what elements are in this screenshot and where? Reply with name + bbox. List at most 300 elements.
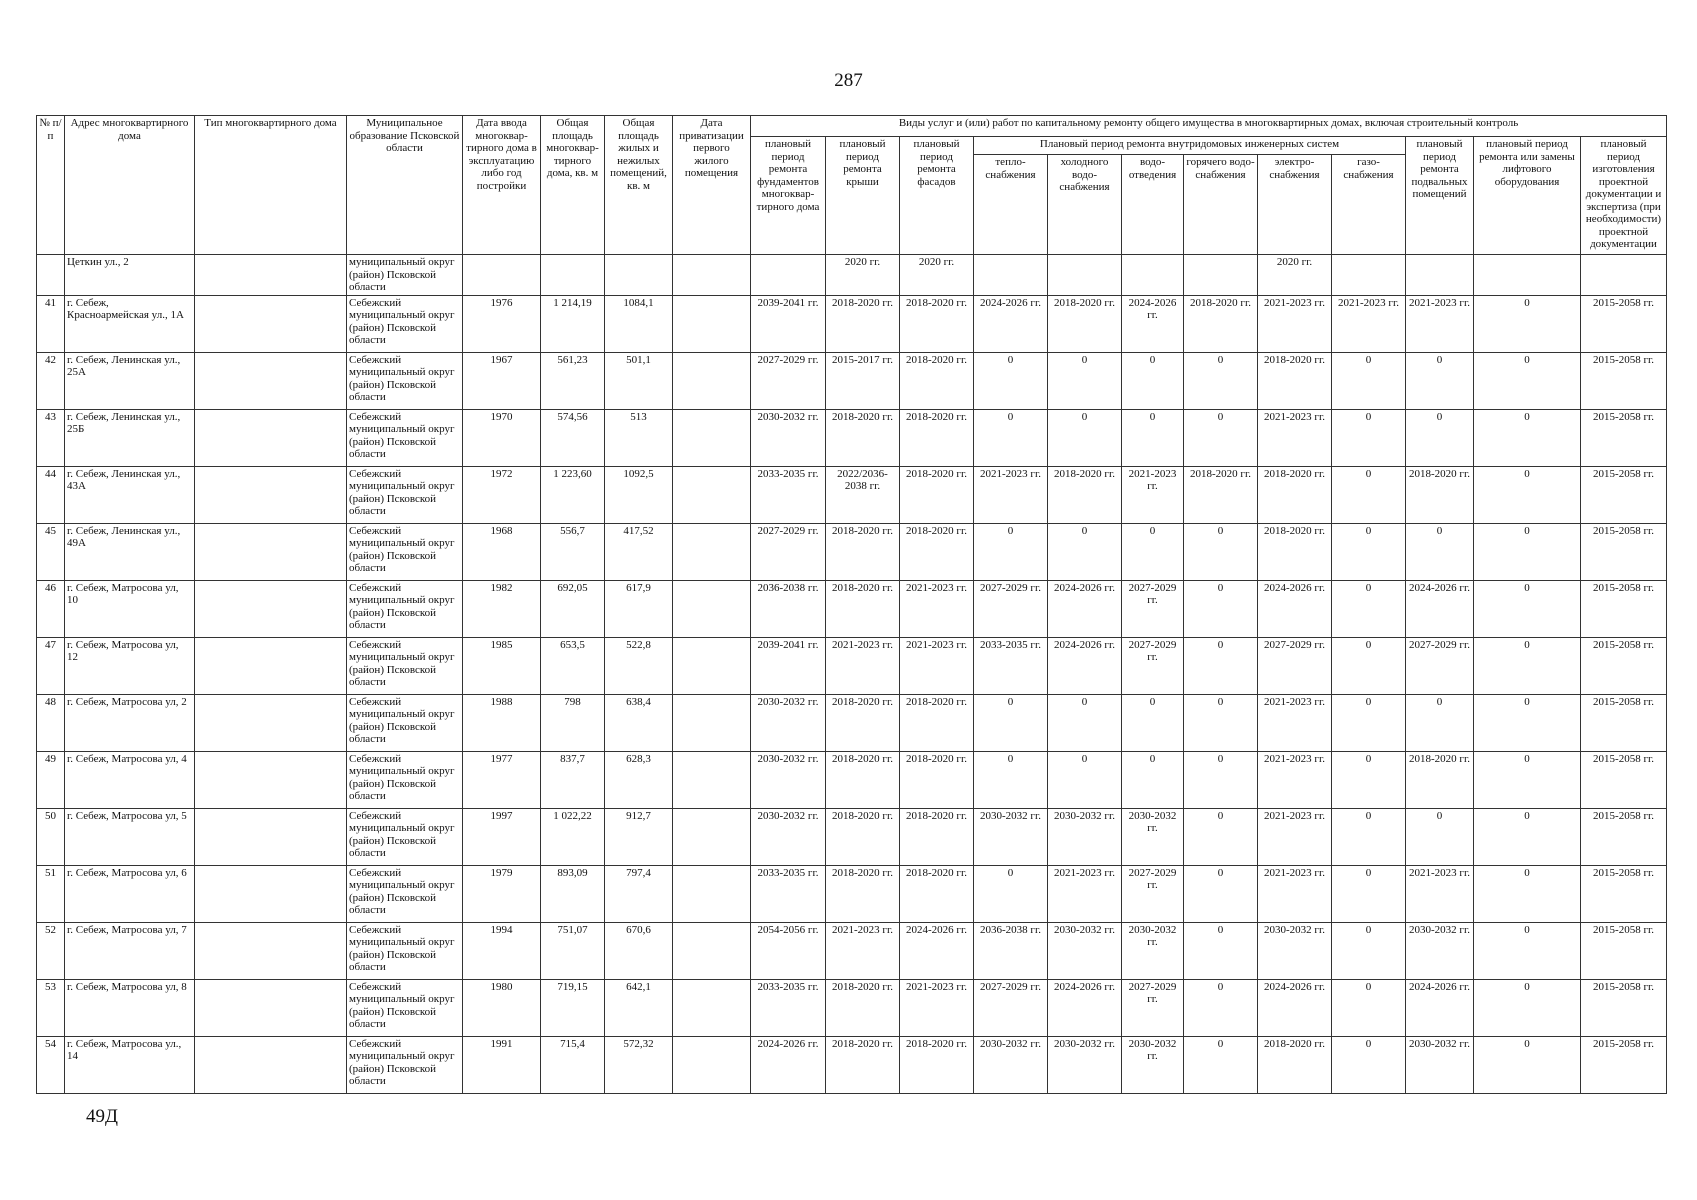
facade-cell: 2024-2026 гг.: [900, 922, 974, 979]
electric-cell: 2021-2023 гг.: [1258, 409, 1332, 466]
municipality-cell: Себежский муниципальный округ (район) Псковской области: [347, 979, 463, 1036]
elevator-cell: 0: [1474, 523, 1581, 580]
municipality-cell: Себежский муниципальный округ (район) Псковской области: [347, 865, 463, 922]
electric-cell: 2027-2029 гг.: [1258, 637, 1332, 694]
privatization-cell: [673, 409, 751, 466]
type-cell: [195, 979, 347, 1036]
privatization-cell: [673, 523, 751, 580]
gas-cell: 0: [1332, 979, 1406, 1036]
address-cell: г. Себеж, Матросова ул, 5: [65, 808, 195, 865]
municipality-cell: Себежский муниципальный округ (район) Псковской области: [347, 580, 463, 637]
type-cell: [195, 352, 347, 409]
drainage-cell: 0: [1122, 694, 1184, 751]
header-design: плановый период изготовления проектной документации и экспертиза (при необходимости) проектной документации: [1581, 137, 1667, 255]
drainage-cell: 0: [1122, 523, 1184, 580]
table-row: [37, 409, 1667, 466]
facade-cell: 2018-2020 гг.: [900, 409, 974, 466]
header-municipality: Муниципальное образование Псковской области: [347, 116, 463, 255]
heat-cell: 0: [974, 352, 1048, 409]
foundation-cell: 2033-2035 гг.: [751, 979, 826, 1036]
electric-cell: 2018-2020 гг.: [1258, 523, 1332, 580]
row-number-cell: 54: [37, 1036, 65, 1093]
table-row: [37, 751, 1667, 808]
total-area-cell: 893,09: [541, 865, 605, 922]
basement-cell: 2021-2023 гг.: [1406, 865, 1474, 922]
heat-cell: 2027-2029 гг.: [974, 580, 1048, 637]
basement-cell: 0: [1406, 694, 1474, 751]
gas-cell: 0: [1332, 1036, 1406, 1093]
row-number-cell: 51: [37, 865, 65, 922]
type-cell: [195, 751, 347, 808]
row-number-cell: 47: [37, 637, 65, 694]
facade-cell: 2021-2023 гг.: [900, 637, 974, 694]
gas-cell: 0: [1332, 751, 1406, 808]
heat-cell: 2024-2026 гг.: [974, 295, 1048, 352]
gas-cell: 0: [1332, 637, 1406, 694]
heat-cell: 2030-2032 гг.: [974, 1036, 1048, 1093]
gas-cell: 0: [1332, 865, 1406, 922]
table-row: [37, 523, 1667, 580]
municipality-cell: Себежский муниципальный округ (район) Псковской области: [347, 694, 463, 751]
total-area-cell: 719,15: [541, 979, 605, 1036]
type-cell: [195, 865, 347, 922]
living-area-cell: 501,1: [605, 352, 673, 409]
facade-cell: 2018-2020 гг.: [900, 466, 974, 523]
total-area-cell: 556,7: [541, 523, 605, 580]
roof-cell: 2018-2020 гг.: [826, 808, 900, 865]
type-cell: [195, 409, 347, 466]
address-cell: г. Себеж, Матросова ул, 10: [65, 580, 195, 637]
roof-cell: 2018-2020 гг.: [826, 295, 900, 352]
elevator-cell: 0: [1474, 637, 1581, 694]
cold-water-cell: 2030-2032 гг.: [1048, 808, 1122, 865]
address-cell: г. Себеж, Матросова ул, 4: [65, 751, 195, 808]
header-hot-water: горячего водо-снабжения: [1184, 155, 1258, 255]
elevator-cell: 0: [1474, 352, 1581, 409]
table-row-continuation: [37, 255, 1667, 296]
header-cold-water: холодного водо-снабжения: [1048, 155, 1122, 255]
electric-cell: 2021-2023 гг.: [1258, 751, 1332, 808]
year-cell: 1967: [463, 352, 541, 409]
privatization-cell: [673, 979, 751, 1036]
privatization-cell: [673, 694, 751, 751]
row-number-cell: 46: [37, 580, 65, 637]
facade-cell: 2018-2020 гг.: [900, 352, 974, 409]
elevator-cell: 0: [1474, 1036, 1581, 1093]
row-number-cell: 52: [37, 922, 65, 979]
cold-water-cell: 0: [1048, 751, 1122, 808]
municipality-cell: Себежский муниципальный округ (район) Псковской области: [347, 751, 463, 808]
foundation-cell: 2036-2038 гг.: [751, 580, 826, 637]
type-cell: [195, 523, 347, 580]
table-header: [37, 116, 1667, 255]
gas-cell: 0: [1332, 694, 1406, 751]
electric-cell: 2030-2032 гг.: [1258, 922, 1332, 979]
year-cell: 1980: [463, 979, 541, 1036]
drainage-cell: 2027-2029 гг.: [1122, 865, 1184, 922]
header-address: Адрес многоквартирного дома: [65, 116, 195, 255]
hot-water-cell: 2018-2020 гг.: [1184, 295, 1258, 352]
living-area-cell: 912,7: [605, 808, 673, 865]
cold-water-cell: 2030-2032 гг.: [1048, 922, 1122, 979]
type-cell: [195, 637, 347, 694]
address-cell: г. Себеж, Матросова ул, 7: [65, 922, 195, 979]
living-area-cell: 628,3: [605, 751, 673, 808]
heat-cell: 2030-2032 гг.: [974, 808, 1048, 865]
living-area-cell: 417,52: [605, 523, 673, 580]
facade-cell: 2021-2023 гг.: [900, 979, 974, 1036]
hot-water-cell: 0: [1184, 1036, 1258, 1093]
cold-water-cell: 0: [1048, 409, 1122, 466]
facade-cell: 2018-2020 гг.: [900, 694, 974, 751]
electric-cell: 2018-2020 гг.: [1258, 466, 1332, 523]
row-number-cell: 48: [37, 694, 65, 751]
facade-cell: 2018-2020 гг.: [900, 1036, 974, 1093]
hot-water-cell: 0: [1184, 523, 1258, 580]
basement-cell: 2018-2020 гг.: [1406, 466, 1474, 523]
total-area-cell: 561,23: [541, 352, 605, 409]
electric-cell: 2024-2026 гг.: [1258, 580, 1332, 637]
gas-cell: 0: [1332, 409, 1406, 466]
drainage-cell: 2024-2026 гг.: [1122, 295, 1184, 352]
cold-water-cell: 0: [1048, 694, 1122, 751]
municipality-cell: Себежский муниципальный округ (район) Псковской области: [347, 352, 463, 409]
design-cell: 2015-2058 гг.: [1581, 409, 1667, 466]
roof-cell: 2018-2020 гг.: [826, 523, 900, 580]
header-total-area: Общая площадь многоквар-тирного дома, кв. м: [541, 116, 605, 255]
design-cell: 2015-2058 гг.: [1581, 979, 1667, 1036]
year-cell: 1991: [463, 1036, 541, 1093]
privatization-cell: [673, 466, 751, 523]
header-date: Дата ввода многоквар-тирного дома в эксплуатацию либо год постройки: [463, 116, 541, 255]
electric-cell: 2018-2020 гг.: [1258, 352, 1332, 409]
header-roof: плановый период ремонта крыши: [826, 137, 900, 255]
table-row: [37, 979, 1667, 1036]
electric-cell: 2018-2020 гг.: [1258, 1036, 1332, 1093]
type-cell: [195, 295, 347, 352]
total-area-cell: 751,07: [541, 922, 605, 979]
foundation-cell: 2039-2041 гг.: [751, 637, 826, 694]
cold-water-cell: 2024-2026 гг.: [1048, 979, 1122, 1036]
table-body: [37, 255, 1667, 1094]
design-cell: 2015-2058 гг.: [1581, 466, 1667, 523]
type-cell: [195, 808, 347, 865]
heat-cell: 0: [974, 865, 1048, 922]
roof-cell: 2021-2023 гг.: [826, 637, 900, 694]
total-area-cell: 798: [541, 694, 605, 751]
cold-water-cell: 2024-2026 гг.: [1048, 637, 1122, 694]
hot-water-cell: 0: [1184, 922, 1258, 979]
table-row: [37, 865, 1667, 922]
basement-cell: 2024-2026 гг.: [1406, 580, 1474, 637]
total-area-cell: 574,56: [541, 409, 605, 466]
header-foundation: плановый период ремонта фундаментов многоквар-тирного дома: [751, 137, 826, 255]
year-cell: 1994: [463, 922, 541, 979]
cold-water-cell: 0: [1048, 352, 1122, 409]
cold-water-cell: 2018-2020 гг.: [1048, 466, 1122, 523]
basement-cell: 2027-2029 гг.: [1406, 637, 1474, 694]
gas-cell: 0: [1332, 523, 1406, 580]
foundation-cell: 2039-2041 гг.: [751, 295, 826, 352]
basement-cell: 0: [1406, 409, 1474, 466]
header-works-group: Виды услуг и (или) работ по капитальному ремонту общего имущества в многоквартирных домах, включая строительный контроль: [751, 116, 1667, 137]
type-cell: [195, 580, 347, 637]
roof-cell: 2022/2036-2038 гг.: [826, 466, 900, 523]
privatization-cell: [673, 1036, 751, 1093]
address-cell: г. Себеж, Матросова ул, 8: [65, 979, 195, 1036]
foundation-cell: 2030-2032 гг.: [751, 409, 826, 466]
heat-cell: 0: [974, 751, 1048, 808]
facade-cell: 2020 гг.: [900, 255, 974, 296]
page-number: 287: [834, 70, 863, 91]
address-cell: г. Себеж, Матросова ул., 14: [65, 1036, 195, 1093]
facade-cell: 2018-2020 гг.: [900, 295, 974, 352]
foundation-cell: 2024-2026 гг.: [751, 1036, 826, 1093]
heat-cell: 0: [974, 523, 1048, 580]
address-cell: Цеткин ул., 2: [65, 255, 195, 296]
design-cell: 2015-2058 гг.: [1581, 922, 1667, 979]
electric-cell: 2024-2026 гг.: [1258, 979, 1332, 1036]
roof-cell: 2018-2020 гг.: [826, 751, 900, 808]
elevator-cell: 0: [1474, 751, 1581, 808]
basement-cell: 2021-2023 гг.: [1406, 295, 1474, 352]
privatization-cell: [673, 808, 751, 865]
foundation-cell: 2033-2035 гг.: [751, 865, 826, 922]
roof-cell: 2018-2020 гг.: [826, 1036, 900, 1093]
living-area-cell: 572,32: [605, 1036, 673, 1093]
year-cell: 1972: [463, 466, 541, 523]
table-row: [37, 352, 1667, 409]
row-number-cell: 49: [37, 751, 65, 808]
table-row: [37, 694, 1667, 751]
municipality-cell: Себежский муниципальный округ (район) Псковской области: [347, 466, 463, 523]
drainage-cell: 2030-2032 гг.: [1122, 1036, 1184, 1093]
row-number-cell: 41: [37, 295, 65, 352]
basement-cell: 2018-2020 гг.: [1406, 751, 1474, 808]
header-elevator: плановый период ремонта или замены лифтового оборудования: [1474, 137, 1581, 255]
elevator-cell: 0: [1474, 409, 1581, 466]
hot-water-cell: 0: [1184, 580, 1258, 637]
heat-cell: 2021-2023 гг.: [974, 466, 1048, 523]
basement-cell: 2030-2032 гг.: [1406, 922, 1474, 979]
design-cell: 2015-2058 гг.: [1581, 865, 1667, 922]
roof-cell: 2018-2020 гг.: [826, 409, 900, 466]
design-cell: 2015-2058 гг.: [1581, 580, 1667, 637]
year-cell: 1988: [463, 694, 541, 751]
address-cell: г. Себеж, Ленинская ул., 25А: [65, 352, 195, 409]
electric-cell: 2021-2023 гг.: [1258, 808, 1332, 865]
hot-water-cell: 0: [1184, 751, 1258, 808]
table-row: [37, 808, 1667, 865]
living-area-cell: 670,6: [605, 922, 673, 979]
row-number-cell: 42: [37, 352, 65, 409]
gas-cell: 0: [1332, 352, 1406, 409]
roof-cell: 2018-2020 гг.: [826, 694, 900, 751]
facade-cell: 2018-2020 гг.: [900, 523, 974, 580]
hot-water-cell: 0: [1184, 694, 1258, 751]
total-area-cell: 1 223,60: [541, 466, 605, 523]
roof-cell: 2018-2020 гг.: [826, 580, 900, 637]
living-area-cell: 617,9: [605, 580, 673, 637]
table-row: [37, 1036, 1667, 1093]
roof-cell: 2021-2023 гг.: [826, 922, 900, 979]
foundation-cell: 2027-2029 гг.: [751, 352, 826, 409]
capital-repair-table: [36, 115, 1667, 1094]
elevator-cell: 0: [1474, 808, 1581, 865]
gas-cell: 0: [1332, 580, 1406, 637]
table-row: [37, 637, 1667, 694]
address-cell: г. Себеж, Матросова ул, 12: [65, 637, 195, 694]
total-area-cell: 653,5: [541, 637, 605, 694]
year-cell: 1982: [463, 580, 541, 637]
cold-water-cell: 2030-2032 гг.: [1048, 1036, 1122, 1093]
basement-cell: 0: [1406, 523, 1474, 580]
year-cell: 1968: [463, 523, 541, 580]
type-cell: [195, 694, 347, 751]
drainage-cell: 0: [1122, 751, 1184, 808]
hot-water-cell: 2018-2020 гг.: [1184, 466, 1258, 523]
foundation-cell: 2054-2056 гг.: [751, 922, 826, 979]
drainage-cell: 2027-2029 гг.: [1122, 979, 1184, 1036]
address-cell: г. Себеж, Матросова ул, 2: [65, 694, 195, 751]
facade-cell: 2018-2020 гг.: [900, 808, 974, 865]
design-cell: 2015-2058 гг.: [1581, 1036, 1667, 1093]
living-area-cell: 638,4: [605, 694, 673, 751]
row-number-cell: 50: [37, 808, 65, 865]
table-row: [37, 466, 1667, 523]
living-area-cell: 1092,5: [605, 466, 673, 523]
drainage-cell: 0: [1122, 409, 1184, 466]
header-living-area: Общая площадь жилых и нежилых помещений, кв. м: [605, 116, 673, 255]
privatization-cell: [673, 295, 751, 352]
design-cell: 2015-2058 гг.: [1581, 352, 1667, 409]
drainage-cell: 0: [1122, 352, 1184, 409]
table-row: [37, 295, 1667, 352]
address-cell: г. Себеж, Матросова ул, 6: [65, 865, 195, 922]
total-area-cell: 715,4: [541, 1036, 605, 1093]
municipality-cell: муниципальный округ (район) Псковской области: [347, 255, 463, 296]
elevator-cell: 0: [1474, 466, 1581, 523]
roof-cell: 2018-2020 гг.: [826, 979, 900, 1036]
privatization-cell: [673, 580, 751, 637]
roof-cell: 2020 гг.: [826, 255, 900, 296]
gas-cell: 2021-2023 гг.: [1332, 295, 1406, 352]
cold-water-cell: 2018-2020 гг.: [1048, 295, 1122, 352]
foundation-cell: 2033-2035 гг.: [751, 466, 826, 523]
drainage-cell: 2030-2032 гг.: [1122, 922, 1184, 979]
design-cell: 2015-2058 гг.: [1581, 808, 1667, 865]
address-cell: г. Себеж, Ленинская ул., 43А: [65, 466, 195, 523]
privatization-cell: [673, 637, 751, 694]
municipality-cell: Себежский муниципальный округ (район) Псковской области: [347, 808, 463, 865]
electric-cell: 2021-2023 гг.: [1258, 865, 1332, 922]
hot-water-cell: 0: [1184, 808, 1258, 865]
municipality-cell: Себежский муниципальный округ (район) Псковской области: [347, 922, 463, 979]
electric-cell: 2021-2023 гг.: [1258, 694, 1332, 751]
address-cell: г. Себеж, Ленинская ул., 25Б: [65, 409, 195, 466]
facade-cell: 2021-2023 гг.: [900, 580, 974, 637]
header-basement: плановый период ремонта подвальных помещений: [1406, 137, 1474, 255]
design-cell: 2015-2058 гг.: [1581, 523, 1667, 580]
address-cell: г. Себеж, Ленинская ул., 49А: [65, 523, 195, 580]
privatization-cell: [673, 865, 751, 922]
design-cell: 2015-2058 гг.: [1581, 637, 1667, 694]
living-area-cell: 513: [605, 409, 673, 466]
drainage-cell: 2027-2029 гг.: [1122, 580, 1184, 637]
header-drainage: водо-отведения: [1122, 155, 1184, 255]
total-area-cell: 1 214,19: [541, 295, 605, 352]
design-cell: 2015-2058 гг.: [1581, 751, 1667, 808]
row-number-cell: 45: [37, 523, 65, 580]
foundation-cell: 2030-2032 гг.: [751, 808, 826, 865]
municipality-cell: Себежский муниципальный округ (район) Псковской области: [347, 523, 463, 580]
footer-code: 49Д: [86, 1106, 118, 1127]
roof-cell: 2015-2017 гг.: [826, 352, 900, 409]
municipality-cell: Себежский муниципальный округ (район) Псковской области: [347, 409, 463, 466]
type-cell: [195, 466, 347, 523]
drainage-cell: 2027-2029 гг.: [1122, 637, 1184, 694]
living-area-cell: 522,8: [605, 637, 673, 694]
cold-water-cell: 2024-2026 гг.: [1048, 580, 1122, 637]
header-gas: газо-снабжения: [1332, 155, 1406, 255]
heat-cell: 2033-2035 гг.: [974, 637, 1048, 694]
row-number-cell: 43: [37, 409, 65, 466]
table-row: [37, 922, 1667, 979]
basement-cell: 0: [1406, 352, 1474, 409]
drainage-cell: 2030-2032 гг.: [1122, 808, 1184, 865]
hot-water-cell: 0: [1184, 979, 1258, 1036]
cold-water-cell: 2021-2023 гг.: [1048, 865, 1122, 922]
table-row: [37, 580, 1667, 637]
year-cell: 1997: [463, 808, 541, 865]
heat-cell: 2036-2038 гг.: [974, 922, 1048, 979]
facade-cell: 2018-2020 гг.: [900, 751, 974, 808]
roof-cell: 2018-2020 гг.: [826, 865, 900, 922]
heat-cell: 0: [974, 409, 1048, 466]
total-area-cell: 692,05: [541, 580, 605, 637]
cold-water-cell: 0: [1048, 523, 1122, 580]
municipality-cell: Себежский муниципальный округ (район) Псковской области: [347, 637, 463, 694]
privatization-cell: [673, 352, 751, 409]
living-area-cell: 797,4: [605, 865, 673, 922]
electric-cell: 2021-2023 гг.: [1258, 295, 1332, 352]
year-cell: 1979: [463, 865, 541, 922]
basement-cell: 0: [1406, 808, 1474, 865]
year-cell: 1977: [463, 751, 541, 808]
elevator-cell: 0: [1474, 922, 1581, 979]
type-cell: [195, 922, 347, 979]
header-electric: электро-снабжения: [1258, 155, 1332, 255]
hot-water-cell: 0: [1184, 637, 1258, 694]
header-systems-group: Плановый период ремонта внутридомовых инженерных систем: [974, 137, 1406, 155]
privatization-cell: [673, 751, 751, 808]
elevator-cell: 0: [1474, 979, 1581, 1036]
row-number-cell: 53: [37, 979, 65, 1036]
living-area-cell: 1084,1: [605, 295, 673, 352]
basement-cell: 2030-2032 гг.: [1406, 1036, 1474, 1093]
header-num: № п/п: [37, 116, 65, 255]
privatization-cell: [673, 922, 751, 979]
type-cell: [195, 1036, 347, 1093]
elevator-cell: 0: [1474, 580, 1581, 637]
design-cell: 2015-2058 гг.: [1581, 295, 1667, 352]
heat-cell: 2027-2029 гг.: [974, 979, 1048, 1036]
header-privatization-date: Дата приватизации первого жилого помещения: [673, 116, 751, 255]
living-area-cell: 642,1: [605, 979, 673, 1036]
row-number-cell: 44: [37, 466, 65, 523]
year-cell: 1976: [463, 295, 541, 352]
heat-cell: 0: [974, 694, 1048, 751]
